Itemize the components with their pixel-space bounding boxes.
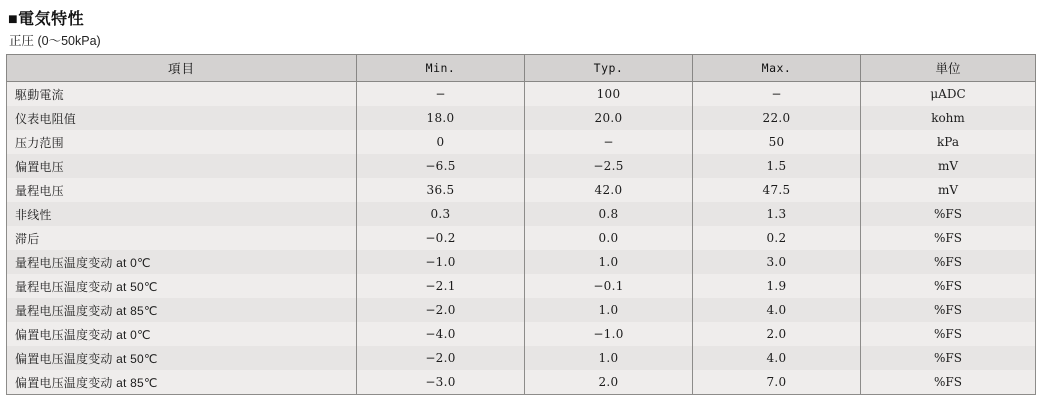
cell-unit: mV: [861, 178, 1036, 202]
cell-min: −: [357, 82, 525, 107]
cell-max: 4.0: [693, 298, 861, 322]
table-row: [7, 346, 1036, 370]
cell-min: −2.0: [357, 298, 525, 322]
cell-max: 7.0: [693, 370, 861, 395]
table-row: [7, 370, 1036, 395]
cell-unit: kPa: [861, 130, 1036, 154]
table-row: [7, 202, 1036, 226]
cell-unit: %FS: [861, 250, 1036, 274]
table-row: [7, 178, 1036, 202]
cell-unit: %FS: [861, 226, 1036, 250]
column-header-min: Min.: [357, 55, 525, 82]
cell-unit: %FS: [861, 346, 1036, 370]
cell-max: 50: [693, 130, 861, 154]
cell-unit: kohm: [861, 106, 1036, 130]
cell-max: −: [693, 82, 861, 107]
table-header: [7, 55, 1036, 82]
cell-unit: %FS: [861, 322, 1036, 346]
cell-typ: 1.0: [525, 250, 693, 274]
table-row: [7, 226, 1036, 250]
cell-min: 0.3: [357, 202, 525, 226]
cell-max: 0.2: [693, 226, 861, 250]
cell-item: 偏置电压温度变动 at 50℃: [7, 346, 357, 370]
cell-unit: %FS: [861, 274, 1036, 298]
cell-typ: 42.0: [525, 178, 693, 202]
cell-typ: −: [525, 130, 693, 154]
cell-max: 4.0: [693, 346, 861, 370]
cell-unit: %FS: [861, 202, 1036, 226]
electrical-characteristics-table: [6, 54, 1036, 395]
cell-unit: %FS: [861, 370, 1036, 395]
cell-max: 47.5: [693, 178, 861, 202]
cell-min: −2.1: [357, 274, 525, 298]
table-row: [7, 274, 1036, 298]
table-row: [7, 154, 1036, 178]
cell-unit: μADC: [861, 82, 1036, 107]
cell-min: −2.0: [357, 346, 525, 370]
cell-typ: 100: [525, 82, 693, 107]
cell-min: −0.2: [357, 226, 525, 250]
cell-typ: −1.0: [525, 322, 693, 346]
cell-item: 駆動電流: [7, 82, 357, 107]
cell-max: 22.0: [693, 106, 861, 130]
cell-min: 18.0: [357, 106, 525, 130]
table-row: [7, 82, 1036, 107]
cell-unit: %FS: [861, 298, 1036, 322]
sub-title: 正圧 (0〜50kPa): [9, 34, 101, 48]
cell-max: 3.0: [693, 250, 861, 274]
cell-max: 1.9: [693, 274, 861, 298]
cell-item: 压力范围: [7, 130, 357, 154]
cell-min: −4.0: [357, 322, 525, 346]
table-row: [7, 130, 1036, 154]
table-row: [7, 322, 1036, 346]
table-row: [7, 298, 1036, 322]
cell-min: −1.0: [357, 250, 525, 274]
column-header-max: Max.: [693, 55, 861, 82]
cell-min: −6.5: [357, 154, 525, 178]
cell-item: 仪表电阻值: [7, 106, 357, 130]
cell-min: 36.5: [357, 178, 525, 202]
page-title: ■電気特性: [8, 11, 85, 28]
table-body: [7, 82, 1036, 395]
cell-typ: −2.5: [525, 154, 693, 178]
cell-item: 偏置电压温度变动 at 0℃: [7, 322, 357, 346]
cell-typ: 0.8: [525, 202, 693, 226]
column-header-unit: 単位: [861, 55, 1036, 82]
cell-item: 非线性: [7, 202, 357, 226]
column-header-typ: Typ.: [525, 55, 693, 82]
cell-item: 滞后: [7, 226, 357, 250]
cell-item: 量程电压温度变动 at 50℃: [7, 274, 357, 298]
cell-item: 量程电压温度变动 at 0℃: [7, 250, 357, 274]
cell-typ: 0.0: [525, 226, 693, 250]
column-header-item: 項目: [7, 55, 357, 82]
table-row: [7, 250, 1036, 274]
cell-typ: −0.1: [525, 274, 693, 298]
cell-typ: 2.0: [525, 370, 693, 395]
cell-item: 偏置电压: [7, 154, 357, 178]
cell-min: −3.0: [357, 370, 525, 395]
cell-typ: 20.0: [525, 106, 693, 130]
table-row: [7, 106, 1036, 130]
cell-typ: 1.0: [525, 298, 693, 322]
cell-min: 0: [357, 130, 525, 154]
cell-item: 偏置电压温度变动 at 85℃: [7, 370, 357, 395]
header-row: [7, 55, 1036, 82]
cell-typ: 1.0: [525, 346, 693, 370]
cell-item: 量程电压温度变动 at 85℃: [7, 298, 357, 322]
cell-max: 1.3: [693, 202, 861, 226]
cell-unit: mV: [861, 154, 1036, 178]
cell-max: 2.0: [693, 322, 861, 346]
cell-max: 1.5: [693, 154, 861, 178]
cell-item: 量程电压: [7, 178, 357, 202]
